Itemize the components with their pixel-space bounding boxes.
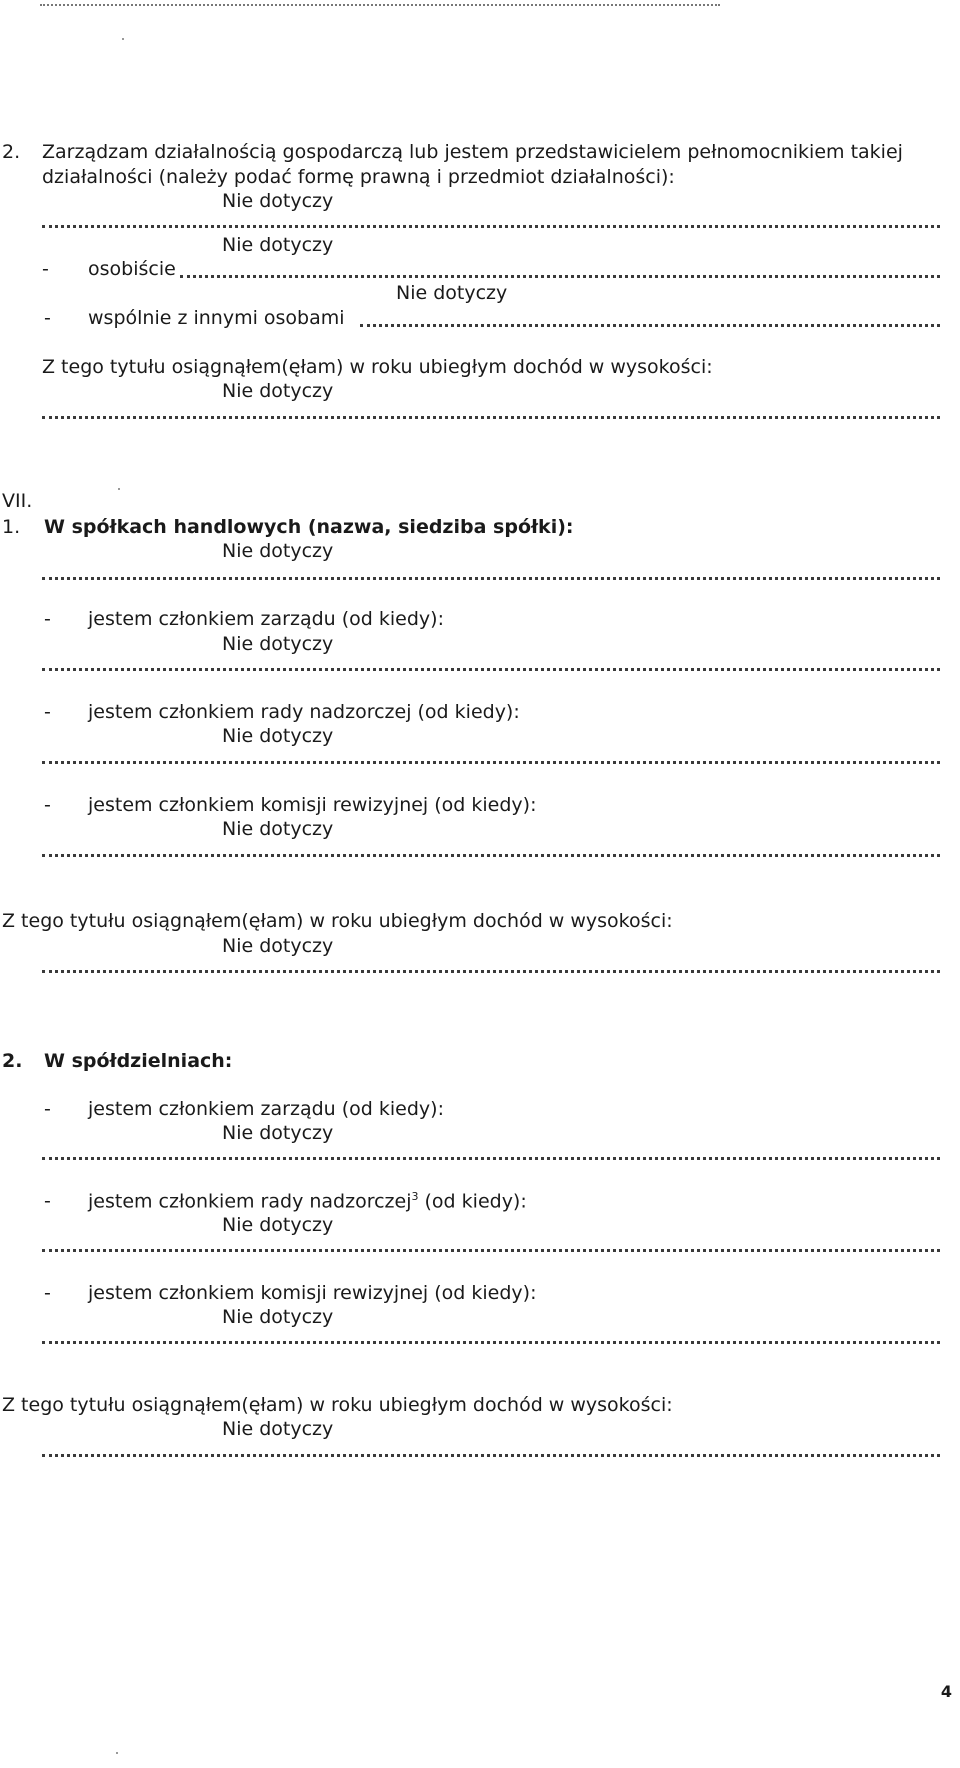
answer-value: Nie dotyczy bbox=[222, 633, 334, 655]
income-label: Z tego tytułu osiągnąłem(ęłam) w roku ubiegłym dochód w wysokości: bbox=[42, 356, 713, 378]
scan-speck bbox=[122, 38, 124, 40]
answer-value: Nie dotyczy bbox=[222, 1122, 334, 1144]
answer-line bbox=[42, 225, 940, 228]
answer-value: Nie dotyczy bbox=[222, 1418, 334, 1440]
companies-board-label: jestem członkiem zarządu (od kiedy): bbox=[88, 608, 444, 630]
answer-line bbox=[42, 577, 940, 580]
answer-value: Nie dotyczy bbox=[222, 818, 334, 840]
answer-value: Nie dotyczy bbox=[222, 190, 334, 212]
dash: - bbox=[44, 608, 51, 630]
coop-board-label: jestem członkiem zarządu (od kiedy): bbox=[88, 1098, 444, 1120]
business-intro-line1: Zarządzam działalnością gospodarczą lub jestem przedstawicielem pełnomocnikiem takiej bbox=[42, 141, 903, 163]
coop-supervisory-text: jestem członkiem rady nadzorczej bbox=[88, 1190, 412, 1213]
dash: - bbox=[44, 307, 51, 329]
answer-value: Nie dotyczy bbox=[222, 725, 334, 747]
companies-heading: W spółkach handlowych (nazwa, siedziba spółki): bbox=[44, 516, 574, 538]
cooperatives-heading: W spółdzielniach: bbox=[44, 1050, 233, 1072]
page-number: 4 bbox=[940, 1682, 952, 1701]
answer-line bbox=[42, 668, 940, 671]
dash: - bbox=[44, 1190, 51, 1212]
previous-page-fragment bbox=[40, 0, 720, 6]
answer-value: Nie dotyczy bbox=[222, 540, 334, 562]
answer-line bbox=[42, 1341, 940, 1344]
subsection-number: 2. bbox=[2, 1050, 23, 1072]
answer-line bbox=[42, 1454, 940, 1457]
answer-line bbox=[42, 416, 940, 419]
roman-section-number: VII. bbox=[2, 490, 33, 512]
income-label: Z tego tytułu osiągnąłem(ęłam) w roku ubiegłym dochód w wysokości: bbox=[2, 910, 673, 932]
answer-value: Nie dotyczy bbox=[396, 282, 508, 304]
answer-line bbox=[42, 1249, 940, 1252]
coop-supervisory-label bbox=[88, 1190, 527, 1212]
answer-value: Nie dotyczy bbox=[222, 1306, 334, 1328]
income-label: Z tego tytułu osiągnąłem(ęłam) w roku ubiegłym dochód w wysokości: bbox=[2, 1394, 673, 1416]
section-number: 2. bbox=[2, 141, 21, 163]
scan-speck bbox=[116, 1752, 118, 1754]
answer-value: Nie dotyczy bbox=[222, 380, 334, 402]
answer-value: Nie dotyczy bbox=[222, 234, 334, 256]
coop-supervisory-suffix: (od kiedy): bbox=[418, 1190, 527, 1213]
companies-audit-label: jestem członkiem komisji rewizyjnej (od kiedy): bbox=[88, 794, 537, 816]
dash: - bbox=[42, 258, 49, 280]
companies-supervisory-label: jestem członkiem rady nadzorczej (od kiedy): bbox=[88, 701, 520, 723]
answer-value: Nie dotyczy bbox=[222, 935, 334, 957]
dash: - bbox=[44, 1098, 51, 1120]
personally-label: osobiście bbox=[88, 258, 176, 280]
jointly-label: wspólnie z innymi osobami bbox=[88, 307, 345, 329]
subsection-number: 1. bbox=[2, 516, 21, 538]
scan-speck bbox=[118, 488, 120, 490]
dash: - bbox=[44, 701, 51, 723]
answer-line bbox=[42, 854, 940, 857]
footnote-marker: 3 bbox=[411, 1190, 419, 1203]
answer-line bbox=[42, 1157, 940, 1160]
answer-line bbox=[42, 970, 940, 973]
answer-line bbox=[360, 324, 940, 327]
coop-audit-label: jestem członkiem komisji rewizyjnej (od kiedy): bbox=[88, 1282, 537, 1304]
answer-line bbox=[180, 275, 940, 278]
business-intro-line2: działalności (należy podać formę prawną i przedmiot działalności): bbox=[42, 166, 675, 188]
answer-line bbox=[42, 761, 940, 764]
answer-value: Nie dotyczy bbox=[222, 1214, 334, 1236]
dash: - bbox=[44, 794, 51, 816]
dash: - bbox=[44, 1282, 51, 1304]
